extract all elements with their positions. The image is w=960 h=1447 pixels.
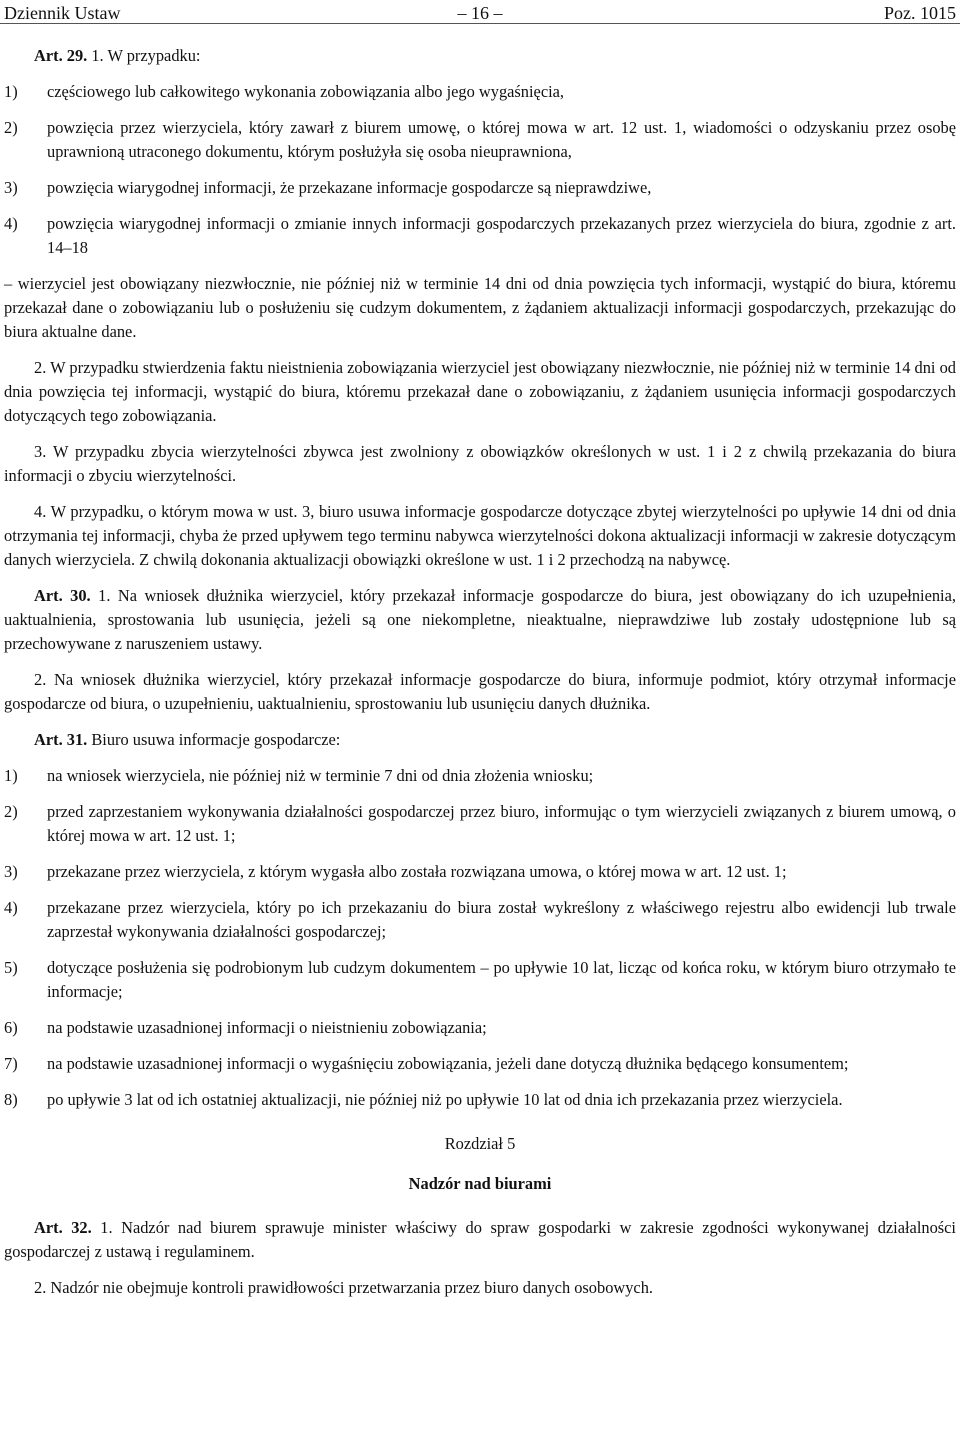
art31-item-3: 3) przekazane przez wierzyciela, z którym wygasła albo została rozwiązana umowa, o której mowa w art. 12 ust. 1; bbox=[4, 862, 787, 881]
art30-para-1: Art. 30. 1. Na wniosek dłużnika wierzyciel, który przekazał informacje gospodarcze do biura, jest obowiązany do ich uzupełnienia, uaktualnienia, sprostowania lub usunięcia, jeżeli są one niekompletne, nieaktualne, nieprawdziwe lub zostały udostępnione lub są przechowywane z naruszeniem ustawy. bbox=[4, 586, 956, 653]
art29-title: Art. 29. bbox=[34, 46, 88, 65]
art31-item-4: 4) przekazane przez wierzyciela, który po ich przekazaniu do biura został wykreślony z właściwego rejestru albo ewidencji lub trwale zaprzestał wykonywania działalności gospodarczej; bbox=[4, 898, 956, 941]
art31-item-8: 8) po upływie 3 lat od ich ostatniej aktualizacji, nie później niż po upływie 10 lat od dnia ich przekazania przez wierzyciela. bbox=[4, 1090, 843, 1109]
chapter-label: Rozdział 5 bbox=[444, 1134, 516, 1153]
art31-item-7: 7) na podstawie uzasadnionej informacji o wygaśnięciu zobowiązania, jeżeli dane dotyczą dłużnika będącego konsumentem; bbox=[4, 1054, 849, 1073]
art31-item-2: 2) przed zaprzestaniem wykonywania działalności gospodarczej przez biuro, informując o tym wierzycieli związanych z biurem umową, o której mowa w art. 12 ust. 1; bbox=[4, 802, 956, 845]
art29-intro: Art. 29. 1. W przypadku: bbox=[34, 46, 201, 65]
art29-item-2: 2) powzięcia przez wierzyciela, który zawarł z biurem umowę, o której mowa w art. 12 ust. 1, wiadomości o odzyskaniu przez osobę uprawnioną utraconego dokumentu, którym posłużyła się osoba nieuprawniona, bbox=[4, 118, 956, 161]
art29-closing: – wierzyciel jest obowiązany niezwłocznie, nie później niż w terminie 14 dni od dnia powzięcia tych informacji, wystąpić do biura, któremu przekazał dane o zobowiązaniu lub o posłużeniu się cudzym dokumentem, z żądaniem aktualizacji informacji gospodarczych, przekazując do biura aktualne dane. bbox=[4, 274, 956, 341]
art29-item-1: 1) częściowego lub całkowitego wykonania zobowiązania albo jego wygaśnięcia, bbox=[4, 82, 565, 101]
art32-para-1: Art. 32. 1. Nadzór nad biurem sprawuje minister właściwy do spraw gospodarki w zakresie zgodności wykonywanej działalności gospodarczej z ustawą i regulaminem. bbox=[4, 1218, 956, 1261]
art29-item-4: 4) powzięcia wiarygodnej informacji o zmianie innych informacji gospodarczych przekazanych przez wierzyciela do biura, zgodnie z art. 14–18 bbox=[4, 214, 956, 257]
header-divider bbox=[0, 23, 960, 24]
chapter-title: Nadzór nad biurami bbox=[408, 1174, 552, 1193]
position-number: Poz. 1015 bbox=[884, 3, 956, 23]
art31-title: Art. 31. bbox=[34, 730, 88, 749]
art29-para-3: 3. W przypadku zbycia wierzytelności zbywca jest zwolniony z obowiązków określonych w ust. 1 i 2 z chwilą przekazania do biura informacji o zbyciu wierzytelności. bbox=[4, 442, 956, 485]
art31-item-6: 6) na podstawie uzasadnionej informacji o nieistnieniu zobowiązania; bbox=[4, 1018, 487, 1037]
journal-title: Dziennik Ustaw bbox=[4, 3, 121, 23]
art29-item-3: 3) powzięcia wiarygodnej informacji, że przekazane informacje gospodarcze są nieprawdziwe, bbox=[4, 178, 652, 197]
art29-para-2: 2. W przypadku stwierdzenia faktu nieistnienia zobowiązania wierzyciel jest obowiązany niezwłocznie, nie później niż w terminie 14 dni od dnia powzięcia tej informacji, wystąpić do biura, któremu przekazał dane o zobowiązaniu, z żądaniem usunięcia informacji gospodarczych dotyczących tego zobowiązania. bbox=[4, 358, 956, 425]
art29-para-4: 4. W przypadku, o którym mowa w ust. 3, biuro usuwa informacje gospodarcze dotyczące zbytej wierzytelności po upływie 14 dni od dnia otrzymania tej informacji, chyba że przed upływem tego terminu nabywca wierzytelności dokona aktualizacji informacji w zakresie dotyczącym danych wierzyciela. Z chwilą dokonania aktualizacji obowiązki określone w ust. 1 i 2 przechodzą na nabywcę. bbox=[4, 502, 956, 569]
art30-para-2: 2. Na wniosek dłużnika wierzyciel, który przekazał informacje gospodarcze do biura, informuje podmiot, który otrzymał informacje gospodarcze od biura, o uzupełnieniu, uaktualnieniu, sprostowaniu lub usunięciu danych dłużnika. bbox=[4, 670, 956, 713]
art31-item-5: 5) dotyczące posłużenia się podrobionym lub cudzym dokumentem – po upływie 10 lat, licząc od końca roku, w którym biuro otrzymało te informacje; bbox=[4, 958, 956, 1001]
art32-title: Art. 32. bbox=[34, 1218, 92, 1237]
page-header bbox=[4, 0, 956, 24]
art31-item-1: 1) na wniosek wierzyciela, nie później niż w terminie 7 dni od dnia złożenia wniosku; bbox=[4, 766, 594, 785]
art31-intro: Art. 31. Biuro usuwa informacje gospodarcze: bbox=[34, 730, 341, 749]
art30-title: Art. 30. bbox=[34, 586, 91, 605]
art32-para-2: 2. Nadzór nie obejmuje kontroli prawidłowości przetwarzania przez biuro danych osobowych. bbox=[34, 1278, 653, 1297]
page-number: – 16 – bbox=[457, 3, 503, 23]
document-body bbox=[4, 44, 956, 1300]
